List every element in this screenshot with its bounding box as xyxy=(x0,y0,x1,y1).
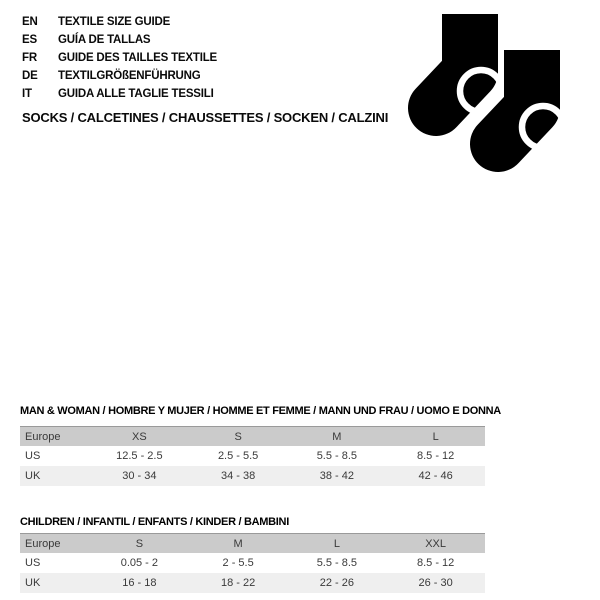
sock-back-shape xyxy=(436,14,502,112)
size-table-man-woman xyxy=(20,404,501,486)
sock-front-shape xyxy=(498,44,560,148)
size-table-children xyxy=(20,515,485,593)
header-cell-size: S xyxy=(234,431,242,443)
language-row-fr xyxy=(22,49,217,67)
header-cell-size: M xyxy=(332,431,342,443)
table-row-us xyxy=(20,553,485,573)
size-value: 5.5 - 8.5 xyxy=(316,450,358,462)
size-value: 2.5 - 5.5 xyxy=(217,450,259,462)
language-label: TEXTILGRÖßENFÜHRUNG xyxy=(58,70,201,82)
language-label: GUIDE DES TAILLES TEXTILE xyxy=(58,52,217,64)
language-row-es xyxy=(22,31,217,49)
language-guide-list xyxy=(22,13,217,103)
header-cell-size: L xyxy=(432,431,439,443)
language-row-en xyxy=(22,13,217,31)
size-value: 2 - 5.5 xyxy=(222,557,254,569)
language-code: FR xyxy=(22,52,37,64)
language-code: ES xyxy=(22,34,37,46)
language-label: GUÍA DE TALLAS xyxy=(58,34,151,46)
table-row-uk xyxy=(20,573,485,593)
table-row-uk xyxy=(20,466,485,486)
category-title: SOCKS / CALCETINES / CHAUSSETTES / SOCKEN / CALZINI xyxy=(22,110,389,125)
language-label: TEXTILE SIZE GUIDE xyxy=(58,16,171,28)
size-value: 12.5 - 2.5 xyxy=(116,450,163,462)
table-row-us xyxy=(20,446,485,466)
header-cell-size: S xyxy=(135,538,144,550)
row-label: UK xyxy=(25,470,41,482)
language-code: EN xyxy=(22,16,38,28)
socks-icon xyxy=(408,14,560,190)
language-label: GUIDA ALLE TAGLIE TESSILI xyxy=(58,88,214,100)
row-label: US xyxy=(25,450,41,462)
language-code: DE xyxy=(22,70,38,82)
size-value: 26 - 30 xyxy=(418,577,453,589)
header-cell-size: XS xyxy=(132,431,147,443)
header-cell-size: L xyxy=(333,538,340,550)
size-value: 38 - 42 xyxy=(319,470,354,482)
header-cell-region: Europe xyxy=(25,431,61,443)
size-value: 30 - 34 xyxy=(122,470,157,482)
size-value: 18 - 22 xyxy=(221,577,256,589)
row-label: US xyxy=(25,557,41,569)
language-row-it xyxy=(22,85,217,103)
table-title-man-woman: MAN & WOMAN / HOMBRE Y MUJER / HOMME ET FEMME / MANN UND FRAU / UOMO E DONNA xyxy=(20,405,501,417)
size-value: 34 - 38 xyxy=(221,470,256,482)
size-value: 22 - 26 xyxy=(319,577,354,589)
table-header-row xyxy=(20,426,485,446)
size-value: 16 - 18 xyxy=(122,577,157,589)
language-code: IT xyxy=(22,88,32,100)
header-cell-region: Europe xyxy=(25,538,61,550)
language-row-de xyxy=(22,67,217,85)
table-header-row xyxy=(20,533,485,553)
size-value: 8.5 - 12 xyxy=(416,557,455,569)
table-title-children: CHILDREN / INFANTIL / ENFANTS / KINDER / BAMBINI xyxy=(20,516,289,528)
header-cell-size: XXL xyxy=(425,538,447,550)
size-value: 0.05 - 2 xyxy=(120,557,159,569)
size-value: 8.5 - 12 xyxy=(416,450,455,462)
size-value: 5.5 - 8.5 xyxy=(316,557,358,569)
header-cell-size: M xyxy=(233,538,243,550)
row-label: UK xyxy=(25,577,41,589)
size-value: 42 - 46 xyxy=(418,470,453,482)
